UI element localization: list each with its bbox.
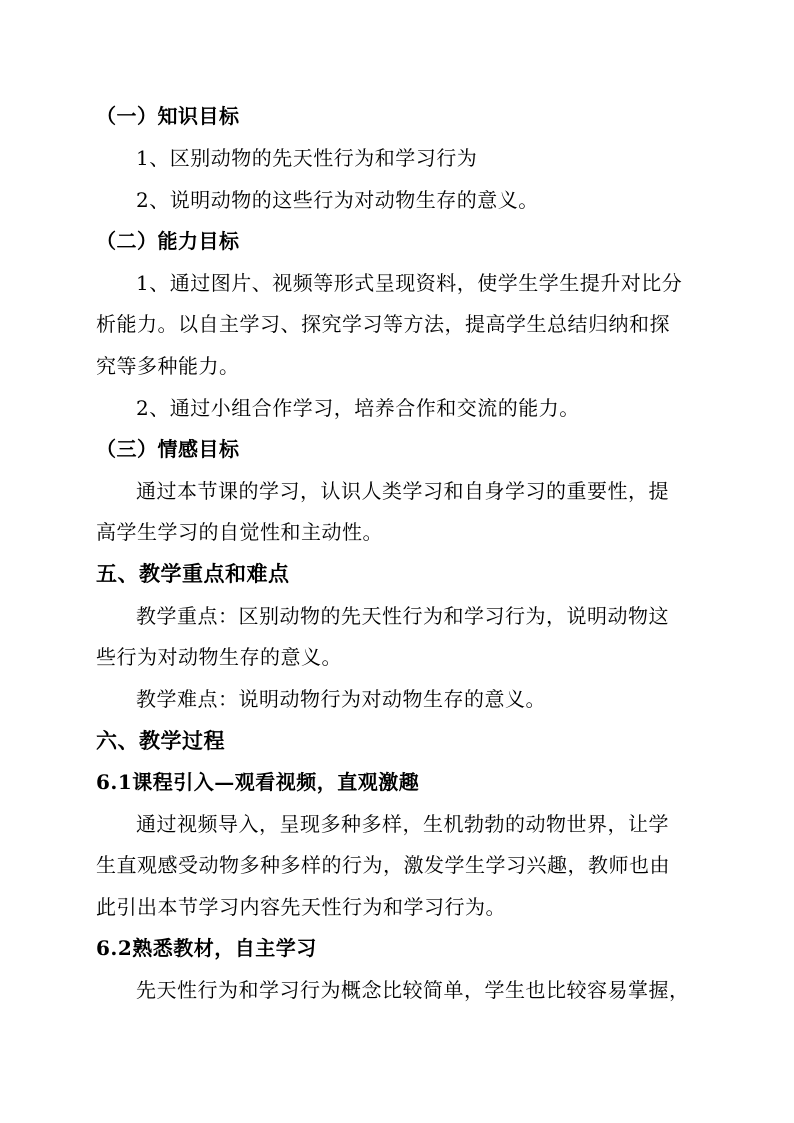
emotion-line-1: 通过本节课的学习，认识人类学习和自身学习的重要性，提 [136,479,669,503]
ability-item-1-line-3: 究等多种能力。 [96,354,240,378]
section-6-2-line-1: 先天性行为和学习行为概念比较简单，学生也比较容易掌握， [136,978,690,1002]
key-point-line-2: 些行为对动物生存的意义。 [96,645,342,669]
knowledge-objectives-heading: （一）知识目标 [96,104,240,128]
difficulty-line: 教学难点：说明动物行为对动物生存的意义。 [136,687,546,711]
knowledge-item-2: 2、说明动物的这些行为对动物生存的意义。 [136,188,539,212]
ability-item-1-line-2: 析能力。以自主学习、探究学习等方法，提高学生总结归纳和探 [96,312,670,336]
ability-item-1-line-1: 1、通过图片、视频等形式呈现资料，使学生学生提升对比分 [136,271,683,295]
teaching-process-heading: 六、教学过程 [96,728,225,753]
ability-item-2: 2、通过小组合作学习，培养合作和交流的能力。 [136,396,580,420]
ability-objectives-heading: （二）能力目标 [96,229,240,253]
emotion-objectives-heading: （三）情感目标 [96,437,240,461]
section-6-1-line-3: 此引出本节学习内容先天性行为和学习行为。 [96,895,506,919]
key-points-heading: 五、教学重点和难点 [96,561,290,586]
emotion-line-2: 高学生学习的自觉性和主动性。 [96,520,383,544]
section-6-2-heading: 6.2熟悉教材，自主学习 [96,936,317,960]
section-6-1-line-2: 生直观感受动物多种多样的行为，激发学生学习兴趣，教师也由 [96,853,670,877]
key-point-line-1: 教学重点：区别动物的先天性行为和学习行为，说明动物这 [136,604,669,628]
section-6-1-line-1: 通过视频导入，呈现多种多样，生机勃勃的动物世界，让学 [136,812,669,836]
section-6-1-heading: 6.1课程引入—观看视频，直观激趣 [96,770,420,794]
knowledge-item-1: 1、区别动物的先天性行为和学习行为 [136,146,478,170]
